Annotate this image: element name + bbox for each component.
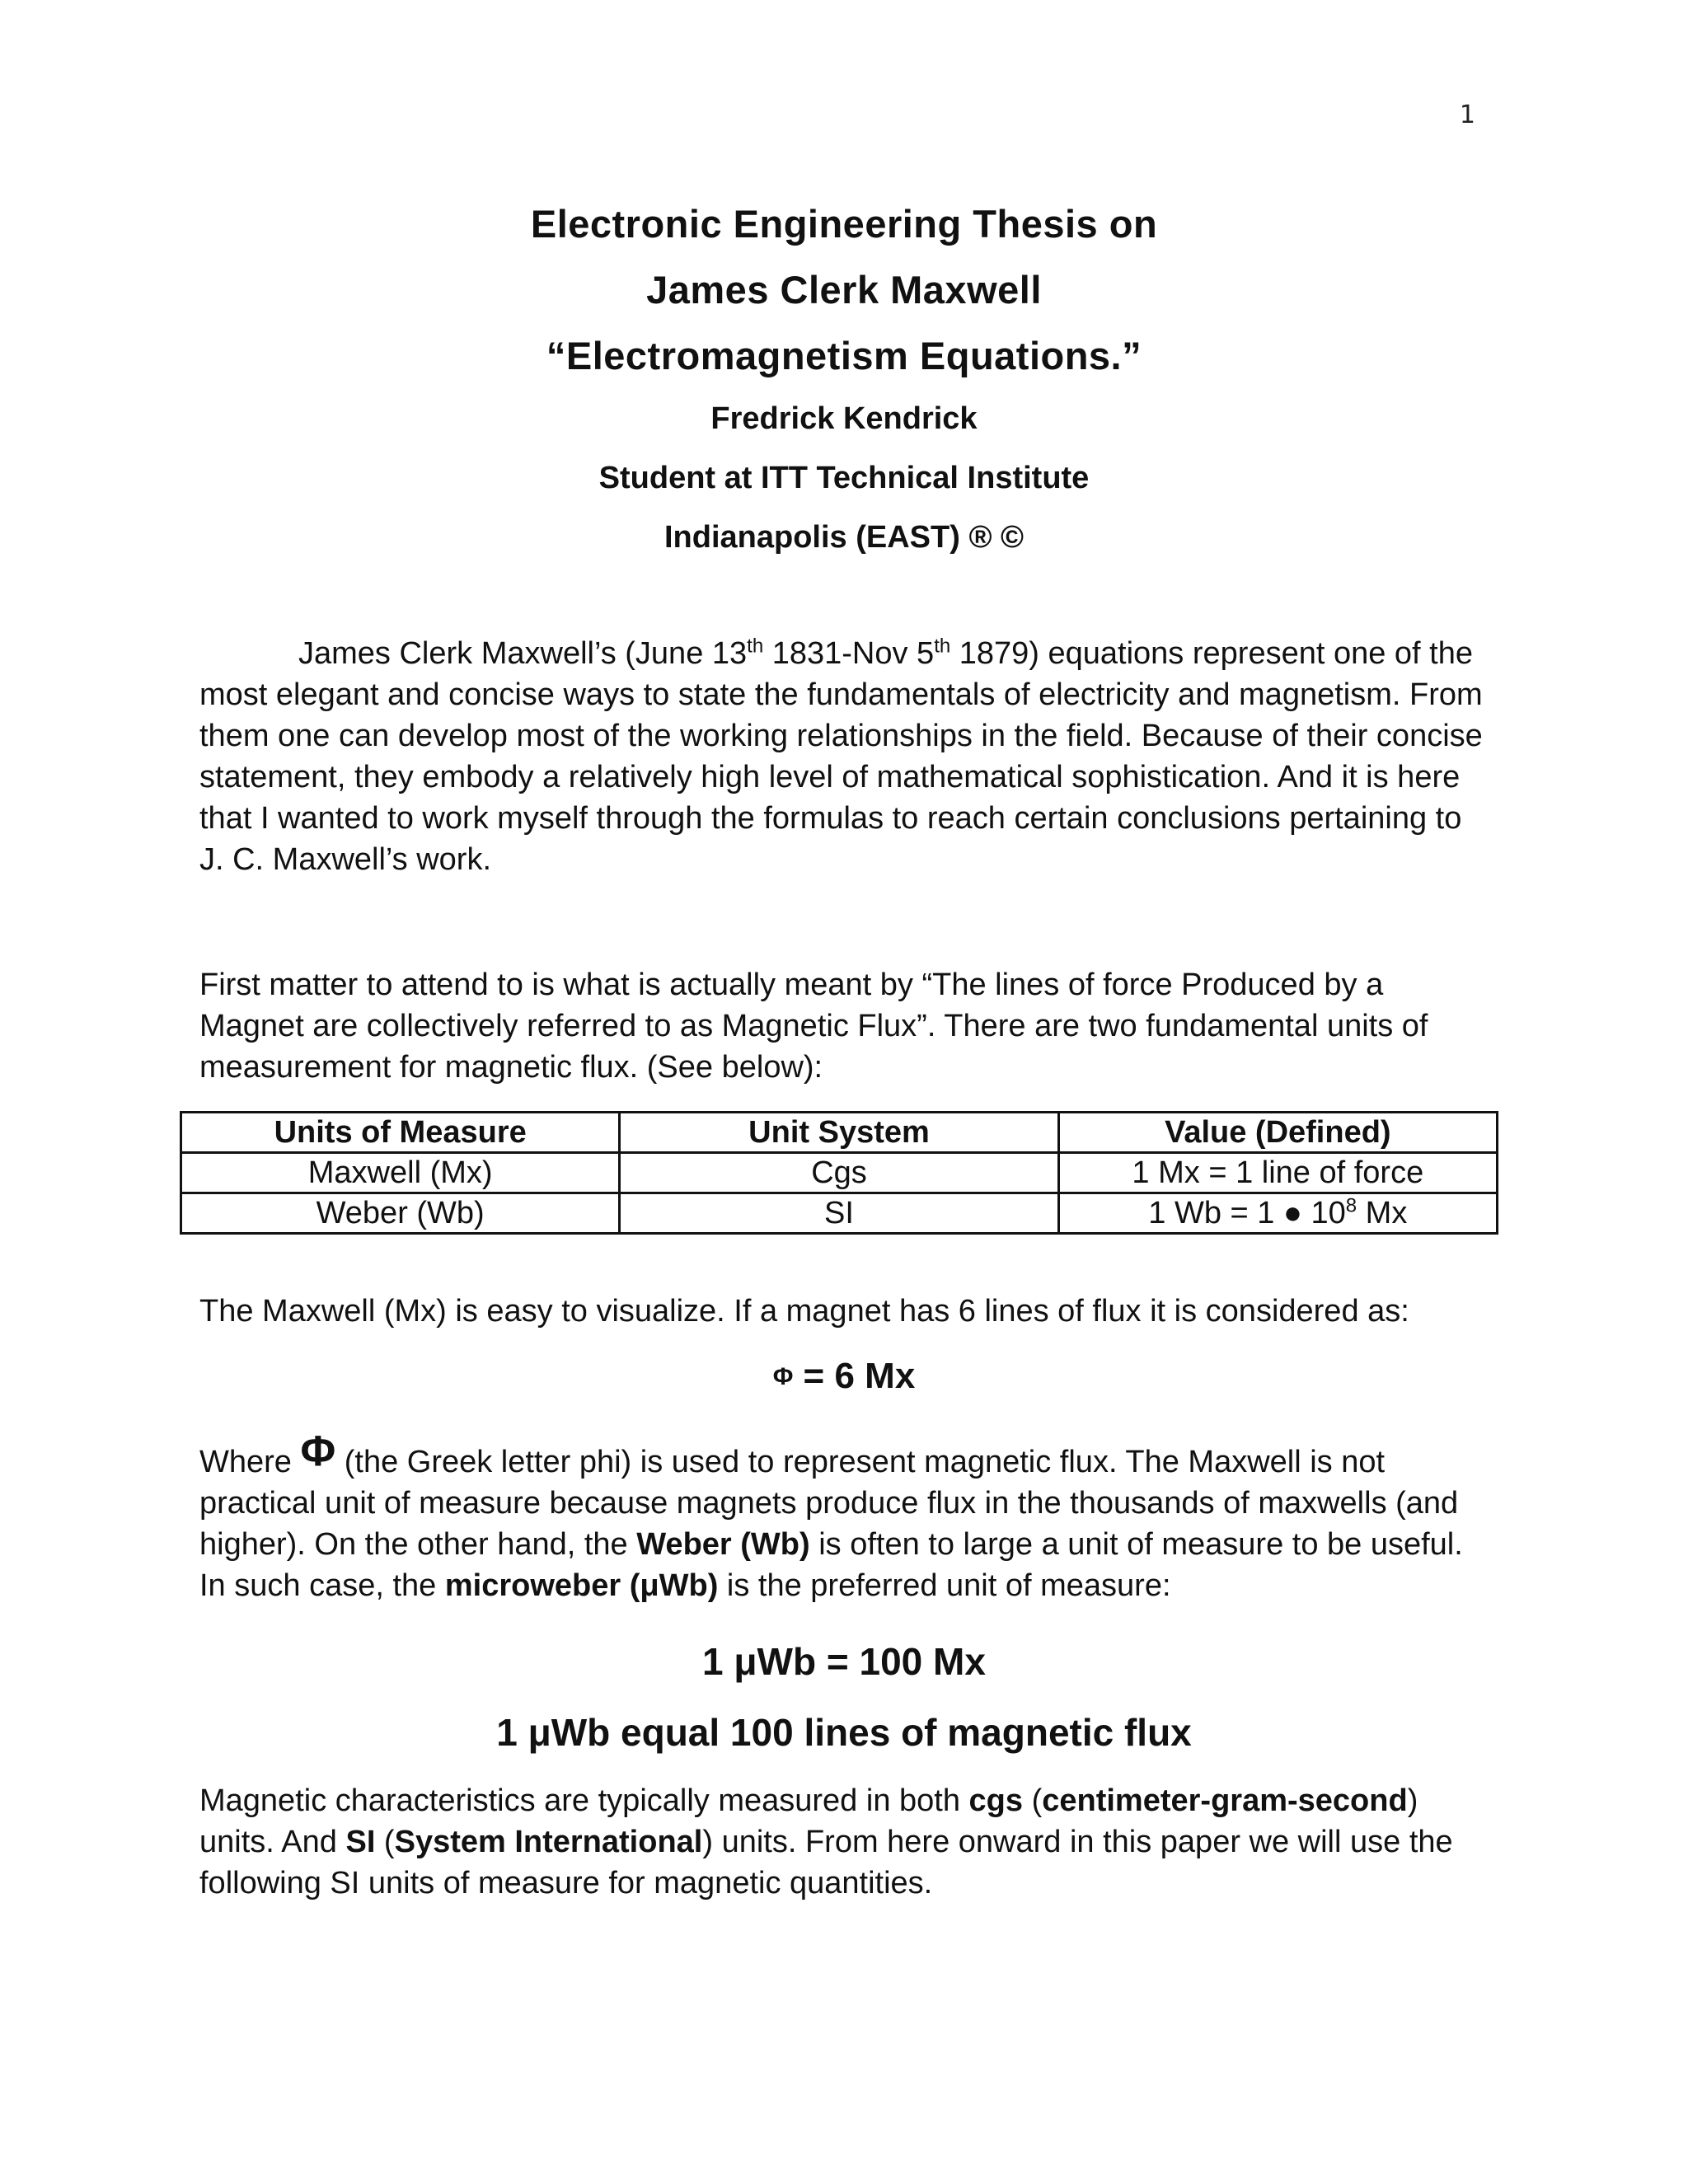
cell-unit: Maxwell (Mx) [181,1153,620,1193]
weber-bold: Weber (Wb) [636,1527,810,1562]
value-suffix: Mx [1357,1196,1408,1230]
closing-t2: ( [1023,1783,1043,1818]
closing-si: SI [345,1825,376,1859]
closing-t1: Magnetic characteristics are typically measured in both [199,1783,969,1818]
title-line-1: Electronic Engineering Thesis on [530,202,1158,246]
closing-t5: ) units. From here onward in this paper we will use the following SI units of measure for magnetic quantities. [199,1825,1453,1900]
flux-lines-equation: 1 μWb equal 100 lines of magnetic flux [496,1711,1192,1754]
author-affiliation: Student at ITT Technical Institute [598,461,1090,495]
closing-cgs: cgs [968,1783,1024,1818]
author-location: Indianapolis (EAST) ® © [663,520,1025,555]
page-number: 1 [1459,101,1475,129]
maxwell-visual-paragraph: The Maxwell (Mx) is easy to visualize. If a magnet has 6 lines of flux it is considered as: [199,1294,1409,1329]
where-text-1: (the Greek letter phi) is used to represent magnetic flux. The Maxwell is not practical unit of measure because magnets produce flux in the thousands of maxwells (and higher). On the other hand, the [199,1445,1459,1562]
where-text-2: is often to large a unit of measure to be useful. In such case, the [199,1527,1463,1603]
cell-unit: Weber (Wb) [181,1193,620,1234]
where-paragraph [199,1427,1493,1606]
intro-rest: 1879) equations represent one of the most elegant and concise ways to state the fundamentals of electricity and magnetism. From them one can develop most of the working relationships in the field. Because of their concise statement, they embody a relatively high level of mathematical sophistication. And it is here that I wanted to work myself through the formulas to reach certain conclusions pertaining to J. C. Maxwell’s work. [199,636,1483,877]
intro-mid: 1831-Nov 5 [763,636,935,671]
table-row [181,1193,1498,1234]
closing-t4: ( [375,1825,395,1859]
cell-system: Cgs [620,1153,1058,1193]
header-value-defined: Value (Defined) [1058,1113,1497,1153]
table-row [181,1153,1498,1193]
cell-value: 1 Mx = 1 line of force [1058,1153,1497,1193]
intro-lead: James Clerk Maxwell’s (June 13 [298,636,748,671]
where-pre: Where [199,1445,301,1479]
cell-system: SI [620,1193,1058,1234]
microweber-equation: 1 μWb = 100 Mx [702,1640,986,1683]
value-exponent: 8 [1345,1194,1357,1217]
intro-indent [199,636,298,671]
phi-equation [0,1352,1688,1402]
closing-paragraph [199,1780,1493,1904]
closing-si-expanded: System International [394,1825,703,1859]
header-unit-system: Unit System [620,1113,1058,1153]
phi-equation-rest: = 6 Mx [793,1356,916,1396]
title-line-3: “Electromagnetism Equations.” [546,334,1142,377]
cell-value [1058,1193,1497,1234]
closing-cgs-expanded: centimeter-gram-second [1042,1783,1408,1818]
intro-paragraph [199,633,1493,880]
value-prefix: 1 Wb = 1 ● 10 [1148,1196,1346,1230]
phi-symbol: Φ [772,1363,794,1390]
units-table [180,1111,1498,1235]
author-name: Fredrick Kendrick [710,401,978,436]
closing-t3: ) units. And [199,1783,1418,1859]
flux-intro-paragraph: First matter to attend to is what is actually meant by “The lines of force Produced by a Magnet are collectively referred to as Magnetic Flux”. There are two fundamental units of measurement for magnetic flux. (See below): [199,968,1428,1085]
title-line-2: James Clerk Maxwell [646,268,1042,312]
intro-sup-1: th [747,635,764,658]
microweber-bold: microweber (μWb) [444,1568,719,1603]
intro-sup-2: th [934,635,951,658]
phi-large-symbol: Φ [300,1427,336,1475]
table-header-row [181,1113,1498,1153]
where-text-3: is the preferred unit of measure: [718,1568,1171,1603]
header-units-of-measure: Units of Measure [181,1113,620,1153]
title-block [0,191,1688,567]
